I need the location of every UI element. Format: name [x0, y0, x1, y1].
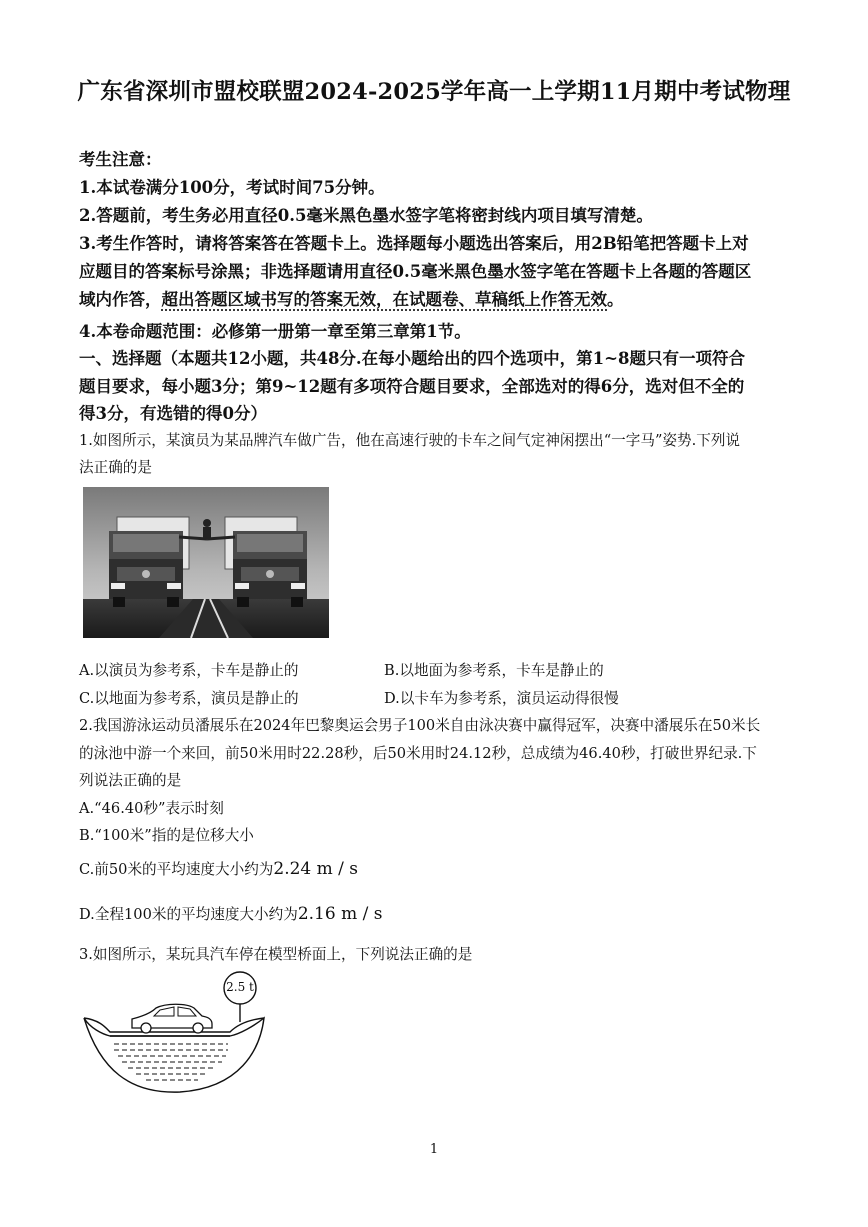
- notice-line-3a: 3.考生作答时，请将答案答在答题卡上。选择题每小题选出答案后，用2B铅笔把答题卡上对: [79, 234, 749, 253]
- q2-option-d-text: D.全程100米的平均速度大小约为: [79, 906, 298, 923]
- notice-line-3c: [79, 286, 624, 310]
- q2-option-d: [79, 903, 382, 924]
- page-number: 1: [429, 1142, 439, 1157]
- notice-line-3c-emphasis: 超出答题区域书写的答案无效，在试题卷、草稿纸上作答无效: [161, 290, 607, 309]
- q3-weight-sign-label: 2.5 t: [226, 980, 254, 994]
- q2-option-d-value: 2.16 m / s: [297, 904, 383, 924]
- page-title: 广东省深圳市盟校联盟2024-2025学年高一上学期11月期中考试物理: [77, 79, 791, 105]
- q1-truck-photo: [83, 487, 329, 638]
- q2-option-b: B.“100米”指的是位移大小: [79, 827, 254, 844]
- q1-option-c: C.以地面为参考系，演员是静止的: [79, 690, 299, 707]
- section-heading-2: 题目要求，每小题3分；第9~12题有多项符合题目要求，全部选对的得6分，选对但不全的: [79, 377, 745, 396]
- q2-option-a: A.“46.40秒”表示时刻: [79, 800, 224, 817]
- q1-option-b: B.以地面为参考系，卡车是静止的: [384, 662, 604, 679]
- q1-option-a: A.以演员为参考系，卡车是静止的: [79, 662, 299, 679]
- notice-heading: 考生注意：: [79, 150, 162, 169]
- q2-stem-2: 的泳池中游一个来回，前50米用时22.28秒，后50米用时24.12秒，总成绩为46.40秒，打破世界纪录.下: [79, 745, 757, 762]
- q3-stem: 3.如图所示，某玩具汽车停在模型桥面上，下列说法正确的是: [79, 946, 473, 963]
- section-heading-3: 得3分，有选错的得0分）: [79, 404, 267, 423]
- notice-line-3c-plain: 域内作答，: [79, 290, 162, 309]
- q1-option-d: D.以卡车为参考系，演员运动得很慢: [384, 690, 619, 707]
- notice-line-2: 2.答题前，考生务必用直径0.5毫米黑色墨水签字笔将密封线内项目填写清楚。: [79, 206, 653, 225]
- notice-line-1: 1.本试卷满分100分，考试时间75分钟。: [79, 178, 385, 197]
- notice-line-3c-end: 。: [607, 290, 624, 309]
- q1-stem-1: 1.如图所示，某演员为某品牌汽车做广告，他在高速行驶的卡车之间气定神闲摆出“一字马”姿势.下列说: [79, 432, 741, 449]
- q2-option-c-text: C.前50米的平均速度大小约为: [79, 861, 274, 878]
- q3-bridge-diagram: [80, 970, 270, 1095]
- notice-line-3b: 应题目的答案标号涂黑；非选择题请用直径0.5毫米黑色墨水签字笔在答题卡上各题的答题区: [79, 262, 752, 281]
- q2-option-c-value: 2.24 m / s: [273, 859, 359, 879]
- q2-stem-1: 2.我国游泳运动员潘展乐在2024年巴黎奥运会男子100米自由泳决赛中赢得冠军，决赛中潘展乐在50米长: [79, 717, 761, 734]
- q2-option-c: [79, 858, 358, 879]
- q1-stem-2: 法正确的是: [79, 459, 152, 476]
- section-heading-1: 一、选择题（本题共12小题，共48分.在每小题给出的四个选项中，第1~8题只有一项符合: [79, 349, 745, 368]
- q2-stem-3: 列说法正确的是: [79, 772, 182, 789]
- notice-line-4: 4.本卷命题范围：必修第一册第一章至第三章第1节。: [79, 322, 471, 341]
